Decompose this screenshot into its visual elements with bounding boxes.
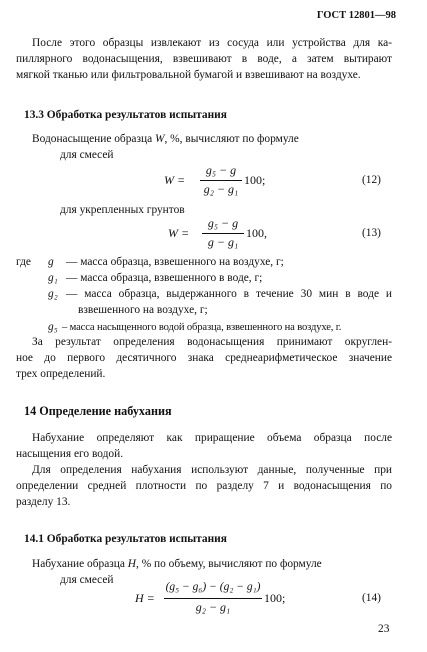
section-14-1-lead: Набухание образца H, % по объему, вычисляют по формуле — [32, 558, 322, 570]
formula-12-numerator: g₅ − g — [205, 163, 237, 177]
s14-para1-line2: насыщения его водой. — [16, 448, 124, 460]
formula-14-number: (14) — [362, 592, 381, 604]
def-text: – масса насыщенного водой образца, взвешенного на воздухе, г. — [62, 322, 342, 333]
def-symbol: g₁ — [48, 272, 58, 284]
def-symbol: g — [48, 256, 54, 268]
formula-14-lhs: H = — [135, 591, 155, 605]
result-line-1: За результат определения водонасыщения принимают округлен- — [32, 336, 392, 348]
formula-13-multiplier: 100, — [246, 226, 267, 240]
soil-label: для укрепленных грунтов — [60, 204, 185, 216]
mix-label-1: для смесей — [60, 149, 114, 161]
def-symbol: g₅ — [48, 321, 58, 333]
intro-line-3: мягкой тканью или фильтровальной бумагой и взвешивают на воздухе. — [16, 69, 361, 81]
formula-14-numerator: (g₅ − g₆) − (g₂ − g₁) — [165, 581, 261, 593]
section-14-title: 14 Определение набухания — [24, 404, 172, 418]
s14-para2-line3: разделу 13. — [16, 496, 71, 508]
where-label: где — [16, 256, 31, 268]
result-line-2: ное до первого десятичного знака среднеарифметическое значение — [16, 352, 392, 364]
formula-12-number: (12) — [362, 174, 381, 186]
def-text: — масса образца, выдержанного в течение 30 мин в воде и — [66, 288, 392, 300]
def-text-continuation: взвешенного на воздухе, г; — [78, 304, 208, 316]
def-text: — масса образца, взвешенного в воде, г; — [66, 272, 263, 284]
section-14-1-title: 14.1 Обработка результатов испытания — [24, 533, 227, 545]
result-line-3: трех определений. — [16, 368, 106, 380]
formula-14-fraction-bar — [164, 598, 262, 599]
mix-label-2: для смесей — [60, 574, 114, 586]
def-symbol: g₂ — [48, 288, 58, 300]
formula-13-number: (13) — [362, 227, 381, 239]
formula-12-denominator: g₂ − g₁ — [203, 182, 239, 196]
s14-para1-line1: Набухание определяют как приращение объема образца после — [32, 432, 392, 444]
section-13-3-title: 13.3 Обработка результатов испытания — [24, 109, 227, 121]
formula-13-denominator: g − g₁ — [207, 235, 239, 249]
formula-12-multiplier: 100; — [244, 173, 266, 187]
formula-13-lhs: W = — [168, 226, 190, 240]
intro-line-2: пиллярного водонасыщения, взвешивают в воде, а затем вытирают — [16, 53, 392, 65]
section-13-3-lead: Водонасыщение образца W, %, вычисляют по формуле — [32, 133, 299, 145]
s14-para2-line1: Для определения набухания используют данные, полученные при — [32, 464, 392, 476]
intro-line-1: После этого образцы извлекают из сосуда или устройства для ка- — [32, 37, 392, 49]
formula-14-multiplier: 100; — [264, 591, 286, 605]
s14-para2-line2: определении средней плотности по разделу 7 и водонасыщения по — [16, 480, 392, 492]
formula-12-lhs: W = — [164, 173, 186, 187]
formula-14-denominator: g₂ − g₁ — [195, 600, 231, 614]
formula-13-numerator: g₅ − g — [207, 216, 239, 230]
document-code: ГОСТ 12801—98 — [316, 10, 396, 21]
page-number: 23 — [378, 623, 390, 635]
formula-12-fraction-bar — [200, 180, 242, 181]
def-text: — масса образца, взвешенного на воздухе, г; — [66, 256, 284, 268]
formula-13-fraction-bar — [202, 233, 244, 234]
